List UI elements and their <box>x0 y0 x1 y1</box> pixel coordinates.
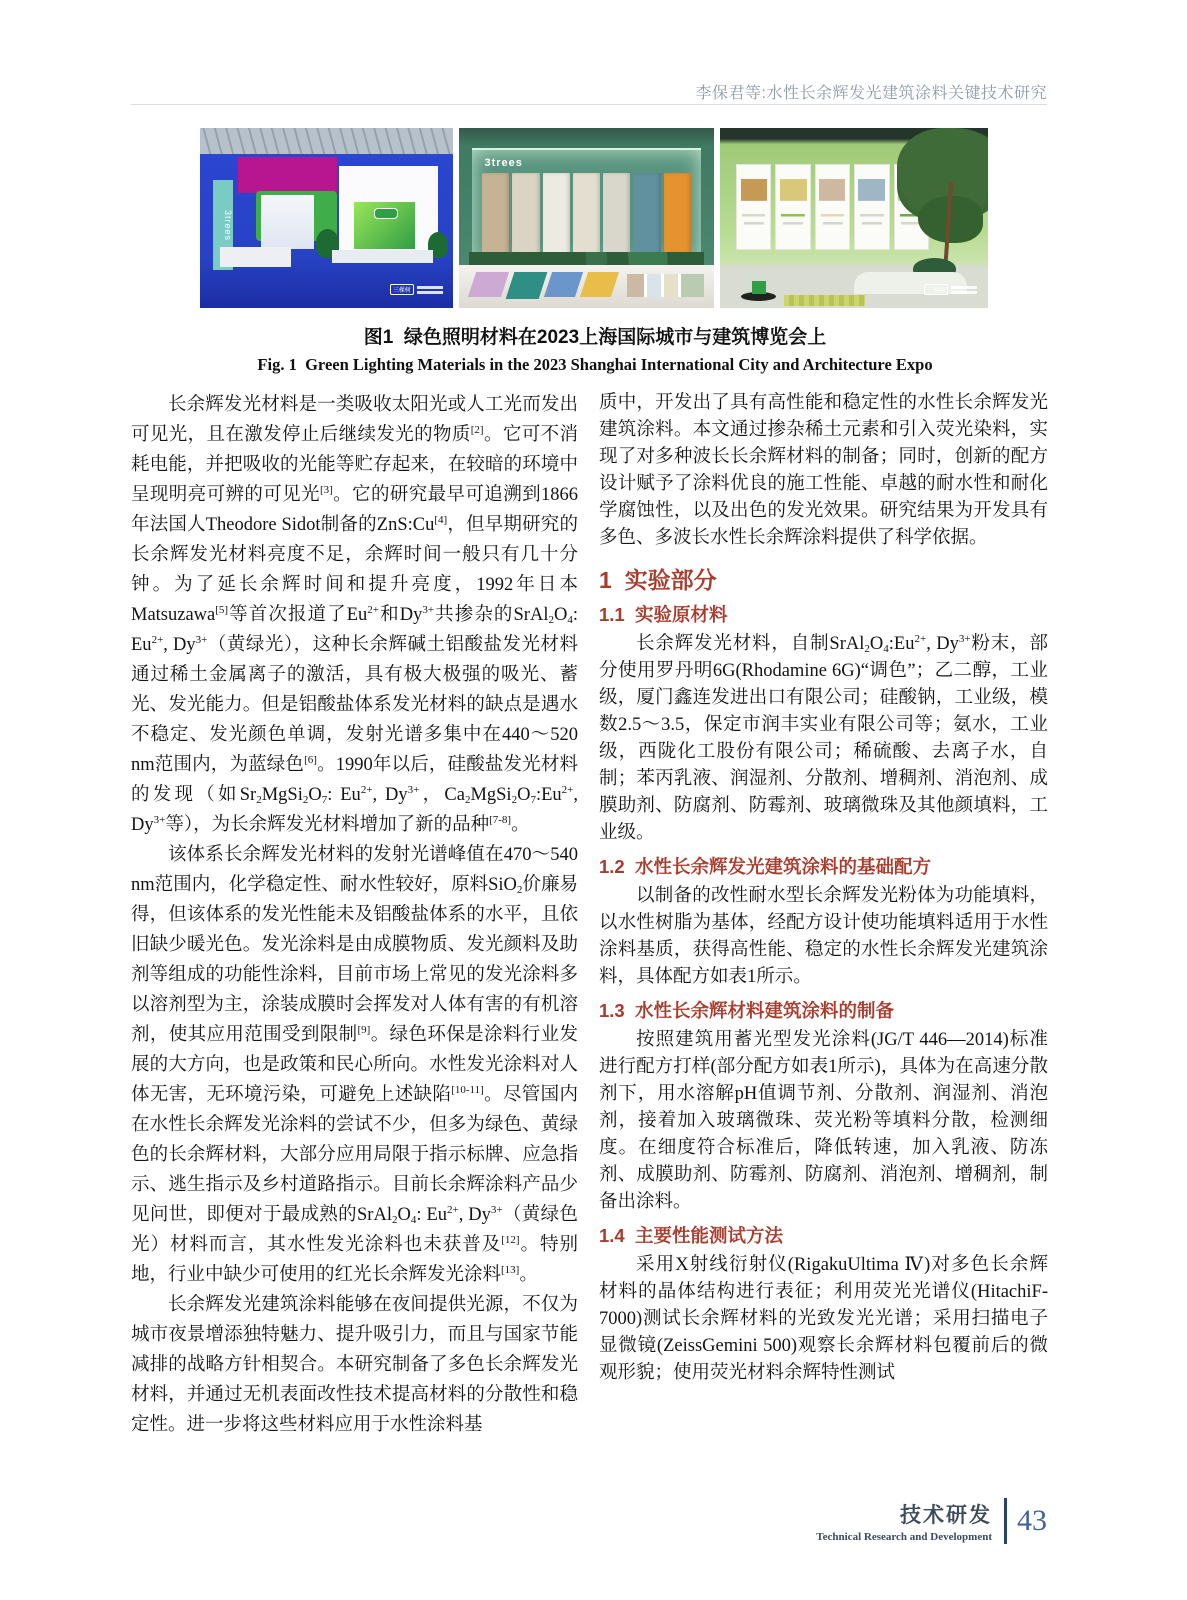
section-heading: 1.4 主要性能测试方法 <box>599 1225 783 1246</box>
booth-magenta-banner <box>238 157 337 193</box>
figure-caption-zh: 图1 绿色照明材料在2023上海国际城市与建筑博览会上 <box>363 327 827 348</box>
footer-section-en: Technical Research and Development <box>816 1531 992 1543</box>
booth-counter <box>332 250 433 263</box>
green-card <box>752 281 765 294</box>
photo-watermark <box>924 284 977 295</box>
paragraph: 以制备的改性耐水型长余辉发光粉体为功能填料，以水性树脂为基体，经配方设计使功能填料适用于水性涂料基质，获得高性能、稳定的水性长余辉发光建筑涂料，具体配方如表1所示。 <box>599 886 1048 987</box>
footer-section-labels <box>816 1499 992 1543</box>
info-poster <box>815 164 850 250</box>
paragraph: 长余辉发光材料是一类吸收太阳光或人工光而发出可见光，且在激发停止后继续发光的物质[2]。它可不消耗电能，并把吸收的光能等贮存起来，在较暗的环境中呈现明亮可辨的可见光[3]。它的研究最早可追溯到1866年法国人Theodore Sidot制备的ZnS:Cu[4]，但早期研究的长余辉发光材料亮度不足，余辉时间一般只有几十分钟。为了延长余辉时间和提升亮度，1992年日本Matsuzawa[5]等首次报道了$Eu^{2+}$和$Dy^{3+}$共掺杂的$SrAl_2O_4$: $Eu^{2+}$, $Dy^{3+}$（黄绿光），这种长余辉碱土铝酸盐发光材料通过稀土金属离子的激活，具有极大极强的吸光、蓄光、发光能力。但是铝酸盐体系发光材料的缺点是遇水不稳定、发光颜色单调，发射光谱多集中在440～520 nm范围内，为蓝绿色[6]。1990年以后，硅酸盐发光材料的发现（如$Sr_2MgSi_2O_7$: $Eu^{2+}$, $Dy^{3+}$，$Ca_2MgSi_2O_7:Eu^{2+}$, $Dy^{3+}$等），为长余辉发光材料增加了新的品种[7-8]。 <box>131 395 579 835</box>
sample-panel <box>482 173 509 256</box>
sample-panel <box>512 173 539 256</box>
paragraph: 长余辉发光建筑涂料能够在夜间提供光源，不仅为城市夜景增添独特魅力、提升吸引力，而且与国家节能减排的战略方针相契合。本研究制备了多色长余辉发光材料，并通过无机表面改性技术提高材料的分散性和稳定性。进一步将这些材料应用于水性涂料基 <box>131 1295 578 1435</box>
right-column <box>599 390 1048 1387</box>
paragraph: 采用X射线衍射仪(RigakuUltima Ⅳ)对多色长余辉材料的晶体结构进行表征；利用荧光光谱仪(HitachiF-7000)测试长余辉材料的光致发光光谱；采用扫描电子显微镜(ZeissGemini 500)观察长余辉材料包覆前后的微观形貌；使用荧光材料余辉特性测试 <box>599 1255 1048 1383</box>
sample-cards <box>627 274 704 297</box>
footer-section-zh: 技术研发 <box>900 1504 992 1527</box>
section-heading: 1.3 水性长余辉材料建筑涂料的制备 <box>599 1000 894 1021</box>
info-poster <box>736 164 771 250</box>
figure-photo-row <box>200 128 990 308</box>
paragraph: 质中，开发出了具有高性能和稳定性的水性长余辉发光建筑涂料。本文通过掺杂稀土元素和引入荧光染料，实现了对多种波长长余辉材料的制备；同时，创新的配方设计赋予了涂料优良的施工性能、卓越的耐水性和耐化学腐蚀性，以及出色的发光效果。研究结果为开发具有多色、多波长水性长余辉涂料提供了科学依据。 <box>599 393 1048 548</box>
header-divider <box>131 104 1047 105</box>
info-poster <box>775 164 810 250</box>
paragraph: 按照建筑用蓄光型发光涂料(JG/T 446—2014)标准进行配方打样(部分配方如表1所示)，具体为在高速分散剂下，用水溶解pH值调节剂、分散剂、润湿剂、消泡剂，接着加入玻璃微珠、荧光粉等填料分散，检测细度。在细度符合标准后，降低转速，加入乳液、防冻剂、成膜助剂、防霉剂、防腐剂、消泡剂、增稠剂，制备出涂料。 <box>599 1030 1048 1212</box>
booth-pillar-brand: 3trees <box>213 180 233 270</box>
booth-left-wall <box>261 195 314 249</box>
running-head: 李保君等:水性长余辉发光建筑涂料关键技术研究 <box>695 85 1047 102</box>
section-heading: 1 实验部分 <box>599 567 717 593</box>
sample-panel <box>633 173 660 256</box>
screen-logo-pill <box>375 209 398 218</box>
sample-panel-row <box>482 173 691 256</box>
paragraph: 该体系长余辉发光材料的发射光谱峰值在470～540 nm范围内，化学稳定性、耐水性较好，原料SiO$_2$价廉易得，但该体系的发光性能未及铝酸盐体系的水平，且依旧缺少暖光色。发光涂料是由成膜物质、发光颜料及助剂等组成的功能性涂料，目前市场上常见的发光涂料多以溶剂型为主，涂装成膜时会挥发对人体有害的有机溶剂，使其应用范围受到限制[9]。绿色环保是涂料行业发展的大方向，也是政策和民心所向。水性发光涂料对人体无害，无环境污染，可避免上述缺陷[10-11]。尽管国内在水性长余辉发光涂料的尝试不少，但多为绿色、黄绿色的长余辉材料，大部分应用局限于指示标牌、应急指示、逃生指示及乡村道路指示。目前长余辉涂料产品少见问世，即便对于最成熟的$SrAl_2O_4$: $Eu^{2+}$, $Dy^{3+}$（黄绿色光）材料而言，其水性发光涂料也未获普及[12]。特别地，行业中缺少可使用的红光长余辉发光涂料[13]。 <box>131 845 578 1285</box>
sample-panel <box>664 173 691 256</box>
photo-watermark <box>390 284 443 295</box>
wall-brand-logo: 3trees <box>484 156 523 169</box>
page-footer <box>131 1498 1047 1544</box>
paragraph: 长余辉发光材料，自制$SrAl_2O_4:Eu^{2+}$, $Dy^{3+}$粉末，部分使用罗丹明6G(Rhodamine 6G)“调色”；乙二醇，工业级，厦门鑫连发进出口有限公司；硅酸钠，工业级，模数2.5～3.5，保定市润丰实业有限公司等；氨水，工业级，西陇化工股份有限公司；稀硫酸、去离子水，自制；苯丙乳液、润湿剂、分散剂、增稠剂、消泡剂、成膜助剂、防腐剂、防霉剂、玻璃微珠及其他颜填料，工业级。 <box>599 633 1048 843</box>
watermark-text-lines <box>417 286 443 294</box>
watermark-brand: 三棵树 <box>924 284 948 295</box>
sample-panel <box>573 173 600 256</box>
watermark-brand: 三棵树 <box>390 284 414 295</box>
photo-poster-wall <box>720 128 988 308</box>
page-number: 43 <box>1017 1504 1047 1537</box>
sample-panel <box>543 173 570 256</box>
info-poster <box>854 164 889 250</box>
photo-expo-booth <box>200 128 453 308</box>
booth-ceiling <box>200 128 453 154</box>
sample-panel <box>603 173 630 256</box>
figure-caption-en: Fig. 1 Green Lighting Materials in the 2023 Shanghai International City and Architecture Expo <box>257 355 933 374</box>
photo-panel-display <box>459 128 714 308</box>
watermark-text-lines <box>951 286 977 294</box>
figure-1 <box>200 128 990 375</box>
section-heading: 1.2 水性长余辉发光建筑涂料的基础配方 <box>599 856 931 877</box>
section-heading: 1.1 实验原材料 <box>599 604 728 625</box>
footer-divider <box>1004 1498 1007 1544</box>
striped-rug <box>784 295 864 306</box>
left-column <box>131 390 578 1440</box>
booth-counter <box>220 247 291 267</box>
